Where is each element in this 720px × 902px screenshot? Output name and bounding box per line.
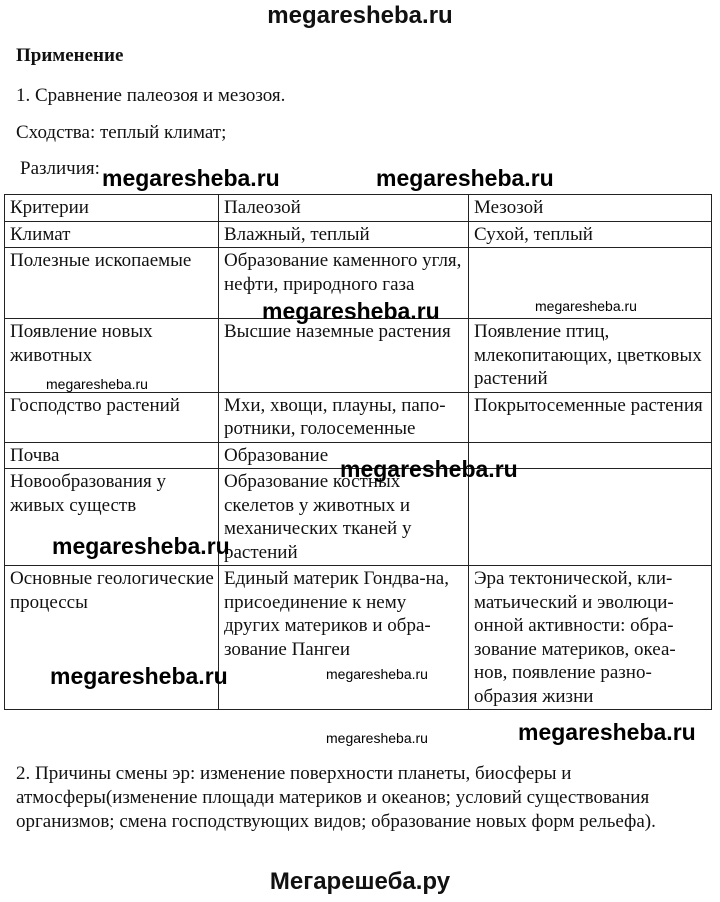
watermark: megaresheba.ru (52, 533, 230, 559)
watermark: megaresheba.ru (518, 719, 696, 745)
table-cell: Господство растений (5, 392, 219, 442)
similarities-text: Сходства: теплый климат; (16, 122, 227, 143)
table-row (5, 392, 712, 442)
section-title: Применение (16, 45, 124, 66)
header-cell: Мезозой (469, 195, 712, 222)
header-cell: Палеозой (219, 195, 469, 222)
table-cell: Сухой, теплый (469, 221, 712, 248)
table-cell: Климат (5, 221, 219, 248)
watermark: megaresheba.ru (535, 298, 637, 314)
differences-label: Различия: (20, 158, 100, 179)
table-cell: Появление птиц, млекопитающих, цветковых растений (469, 319, 712, 393)
watermark: megaresheba.ru (340, 456, 518, 482)
table-cell: Почва (5, 442, 219, 469)
task2-text: 2. Причины смены эр: изменение поверхности планеты, биосферы и атмосферы(изменение площади материков и океанов; условий существования организмов; смена господствующих видов; образование новых форм рельефа). (16, 763, 656, 832)
task1-title: 1. Сравнение палеозоя и мезозоя. (16, 85, 286, 106)
table-cell: Эра тектонической, кли-матьический и эволюци-онной активности: обра-зование материков, океа-нов, появление разно-образия жизни (469, 566, 712, 710)
watermark: megaresheba.ru (46, 376, 148, 392)
table-cell: Единый материк Гондва-на, присоединение к нему других материков и обра-зование Пангеи (219, 566, 469, 710)
header-cell: Критерии (5, 195, 219, 222)
watermark: megaresheba.ru (326, 730, 428, 746)
table-cell (469, 469, 712, 566)
table-cell: Образование (219, 442, 469, 469)
watermark: megaresheba.ru (326, 666, 428, 682)
site-footer-watermark: Мегарешеба.ру (269, 868, 451, 895)
table-cell: Новообразования у живых существ (5, 469, 219, 566)
table-cell: Мхи, хвощи, плауны, папо-ротники, голосеменные (219, 392, 469, 442)
table-header-row (5, 195, 712, 222)
watermark: megaresheba.ru (50, 663, 228, 689)
watermark: megaresheba.ru (376, 165, 554, 191)
table-cell: Высшие наземные растения (219, 319, 469, 393)
table-cell: Образование каменного угля, нефти, природного газа (219, 248, 469, 319)
watermark: megaresheba.ru (102, 165, 280, 191)
table-cell: Полезные ископаемые (5, 248, 219, 319)
table-cell: Покрытосеменные растения (469, 392, 712, 442)
site-header-watermark: megaresheba.ru (267, 2, 453, 29)
table-cell: Появление новых животных (5, 319, 219, 393)
comparison-table (4, 194, 712, 710)
watermark: megaresheba.ru (262, 298, 440, 324)
table-cell: Образование костных скелетов у животных и механических тканей у растений (219, 469, 469, 566)
table-cell: Основные геологические процессы (5, 566, 219, 710)
table-row (5, 221, 712, 248)
table-cell: Влажный, теплый (219, 221, 469, 248)
